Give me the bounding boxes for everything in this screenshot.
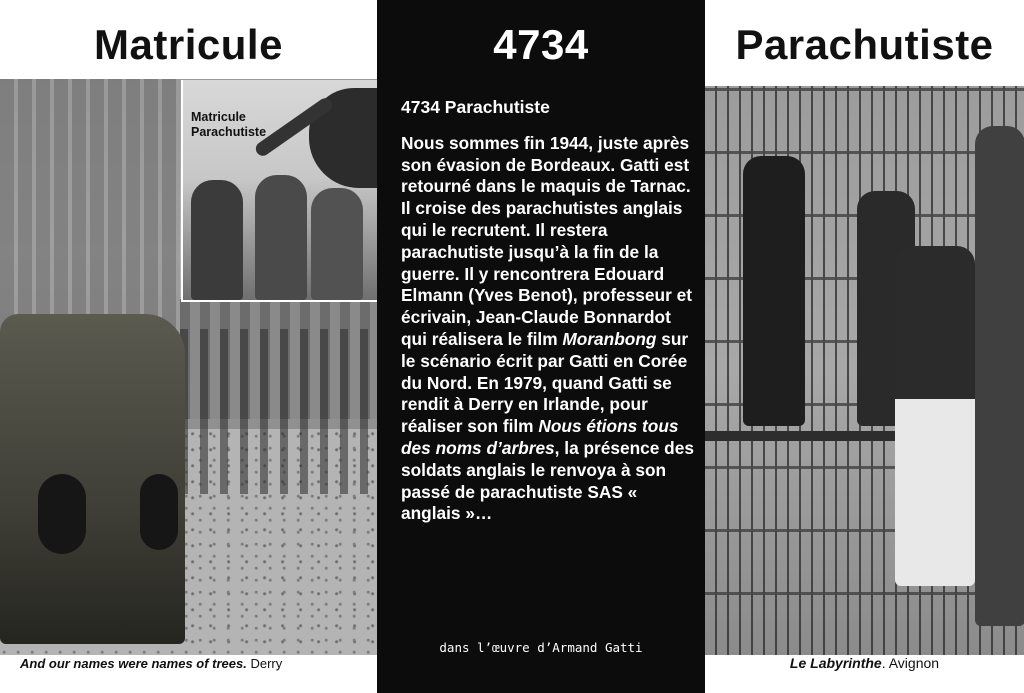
film-title-noms-arbres: Nous étions tous des noms d’arbres <box>401 416 679 458</box>
inset-caption: Matricule Parachutiste <box>191 110 267 139</box>
right-panel <box>705 0 1024 693</box>
vehicle-wheel <box>38 474 86 554</box>
article-footer: dans l’œuvre d’Armand Gatti <box>439 640 643 655</box>
labyrinthe-cage-photo <box>705 86 1024 655</box>
article-text <box>401 97 697 525</box>
caption-film-title: And our names were names of trees. <box>20 656 247 671</box>
article-heading: 4734 Parachutiste <box>401 97 550 117</box>
center-text-panel <box>377 0 705 693</box>
body-text: , la présence des soldats anglais le renvoya à son passé de parachutiste SAS « anglais »… <box>401 437 694 524</box>
center-title: 4734 <box>493 21 589 68</box>
film-title-moranbong: Moranbong <box>562 328 657 349</box>
left-panel <box>0 0 377 693</box>
body-text: sur le scénario écrit par Gatti en Corée du Nord. En 1979, quand Gatti se rendit à Derry en Irlande, pour réaliser son film <box>401 328 689 437</box>
article-body <box>401 133 697 525</box>
body-text: Nous sommes fin 1944, juste après son évasion de Bordeaux. Gatti est retourné dans le maquis de Tarnac. Il croise des parachutistes anglais qui le recrutent. Il restera parachutiste jusqu’à la fin de la guerre. Il y rencontrera Edouard Elmann (Yves Benot), professeur et écrivain, Jean-Claude Bonnardot qui réalisera le film <box>401 132 692 349</box>
vehicle-wheel <box>140 474 178 550</box>
left-photo-caption <box>20 657 282 671</box>
actor-figure <box>895 246 975 586</box>
left-title: Matricule <box>94 21 283 68</box>
actor-figure <box>975 126 1024 626</box>
right-title: Parachutiste <box>735 21 994 68</box>
soldier-figure <box>191 180 243 300</box>
paratroopers-inset-photo <box>181 80 379 302</box>
right-photo-caption <box>705 656 1024 670</box>
caption-play-title: Le Labyrinthe <box>789 655 882 671</box>
caption-place: Derry <box>246 656 283 671</box>
soldier-figure <box>255 175 307 300</box>
caption-place: . Avignon <box>881 655 940 671</box>
soldier-figure <box>311 188 363 300</box>
actor-figure <box>743 156 805 426</box>
